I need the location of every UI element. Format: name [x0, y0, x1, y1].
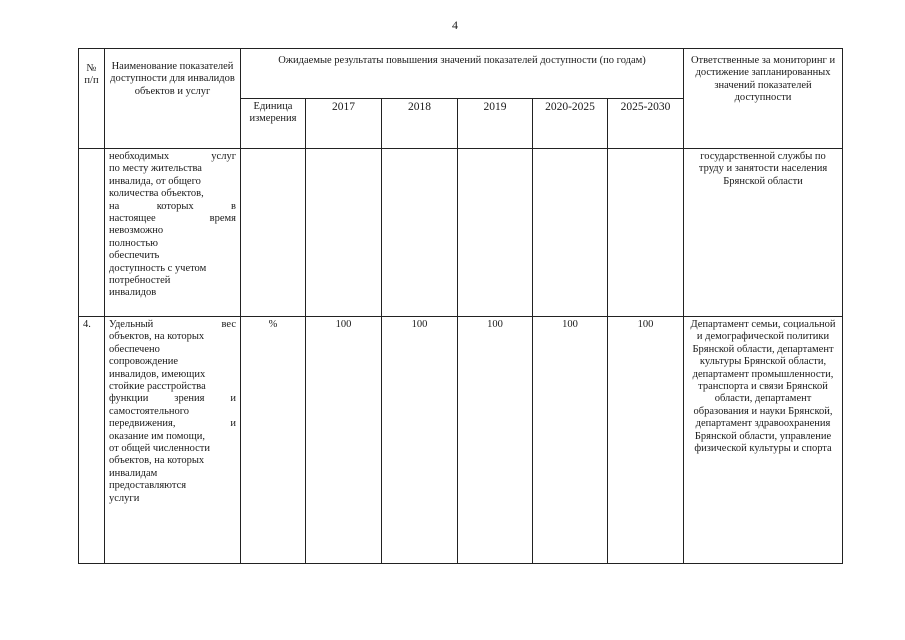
header-responsible: Ответственные за мониторинг и достижение запланированных значений показателей доступности [684, 49, 843, 149]
row-indicator-name [105, 317, 241, 564]
header-row-top [79, 49, 843, 99]
name-line: объектов, на которых [109, 455, 205, 467]
row-value-2017: 100 [306, 317, 382, 564]
name-line: доступность с учетом [109, 262, 207, 274]
name-line: полностью [109, 237, 158, 249]
header-year-2019: 2019 [458, 99, 533, 149]
name-line: от общей численности [109, 443, 210, 455]
row-value-2017 [306, 149, 382, 317]
name-line: необходимых услуг [109, 151, 236, 162]
row-responsible: государственной службы по труду и занятости населения Брянской области [684, 149, 843, 317]
header-year-2017: 2017 [306, 99, 382, 149]
name-line: обеспечено [109, 343, 160, 355]
name-line: функции зрения и [109, 393, 236, 405]
header-unit: Единица измерения [241, 99, 306, 149]
name-line: количества объектов, [109, 188, 204, 200]
name-line: настоящее время [109, 213, 236, 225]
name-line: передвижения, и [109, 418, 236, 430]
header-number-text: № п/п [84, 63, 99, 87]
name-line: на которых в [109, 200, 236, 212]
name-line: предоставляются [109, 480, 187, 492]
table-row [79, 317, 843, 564]
header-year-2025-2030: 2025-2030 [608, 99, 684, 149]
header-year-2018: 2018 [382, 99, 458, 149]
row-value-2020-2025: 100 [533, 317, 608, 564]
row-number [79, 149, 105, 317]
row-value-2019: 100 [458, 317, 533, 564]
row-value-2020-2025 [533, 149, 608, 317]
row-unit [241, 149, 306, 317]
name-line: инвалидам [109, 467, 158, 479]
name-line: стойкие расстройства [109, 381, 206, 393]
name-line: обеспечить [109, 250, 160, 262]
name-line: самостоятельного [109, 405, 190, 417]
row-value-2025-2030 [608, 149, 684, 317]
name-line: Удельный вес [109, 319, 236, 330]
name-line: невозможно [109, 225, 164, 237]
name-line: инвалидов, имеющих [109, 368, 206, 380]
name-line: инвалида, от общего [109, 175, 201, 187]
name-line: сопровождение [109, 356, 179, 368]
name-line: потребностей [109, 275, 171, 287]
row-value-2018 [382, 149, 458, 317]
row-indicator-name [105, 149, 241, 317]
row-number: 4. [79, 317, 105, 564]
header-year-2020-2025: 2020-2025 [533, 99, 608, 149]
page-number: 4 [452, 18, 458, 32]
name-line: объектов, на которых [109, 331, 205, 343]
row-unit: % [241, 317, 306, 564]
row-responsible: Департамент семьи, социальной и демографической политики Брянской области, департамент культуры Брянской области, департамент промышленности, транспорта и связи Брянской области, департамент образования и науки Брянской, департамент здравоохранения Брянской области, управление физической культуры и спорта [684, 317, 843, 564]
name-line: инвалидов [109, 287, 157, 299]
row-value-2025-2030: 100 [608, 317, 684, 564]
table-row [79, 149, 843, 317]
header-indicator-name: Наименование показателей доступности для инвалидов объектов и услуг [105, 49, 241, 149]
name-line: оказание им помощи, [109, 430, 205, 442]
accessibility-indicators-table [78, 48, 843, 564]
header-expected-results: Ожидаемые результаты повышения значений показателей доступности (по годам) [241, 49, 684, 99]
row-value-2019 [458, 149, 533, 317]
row-value-2018: 100 [382, 317, 458, 564]
name-line: услуги [109, 492, 140, 504]
name-line: по месту жительства [109, 163, 202, 175]
header-number [79, 49, 105, 149]
